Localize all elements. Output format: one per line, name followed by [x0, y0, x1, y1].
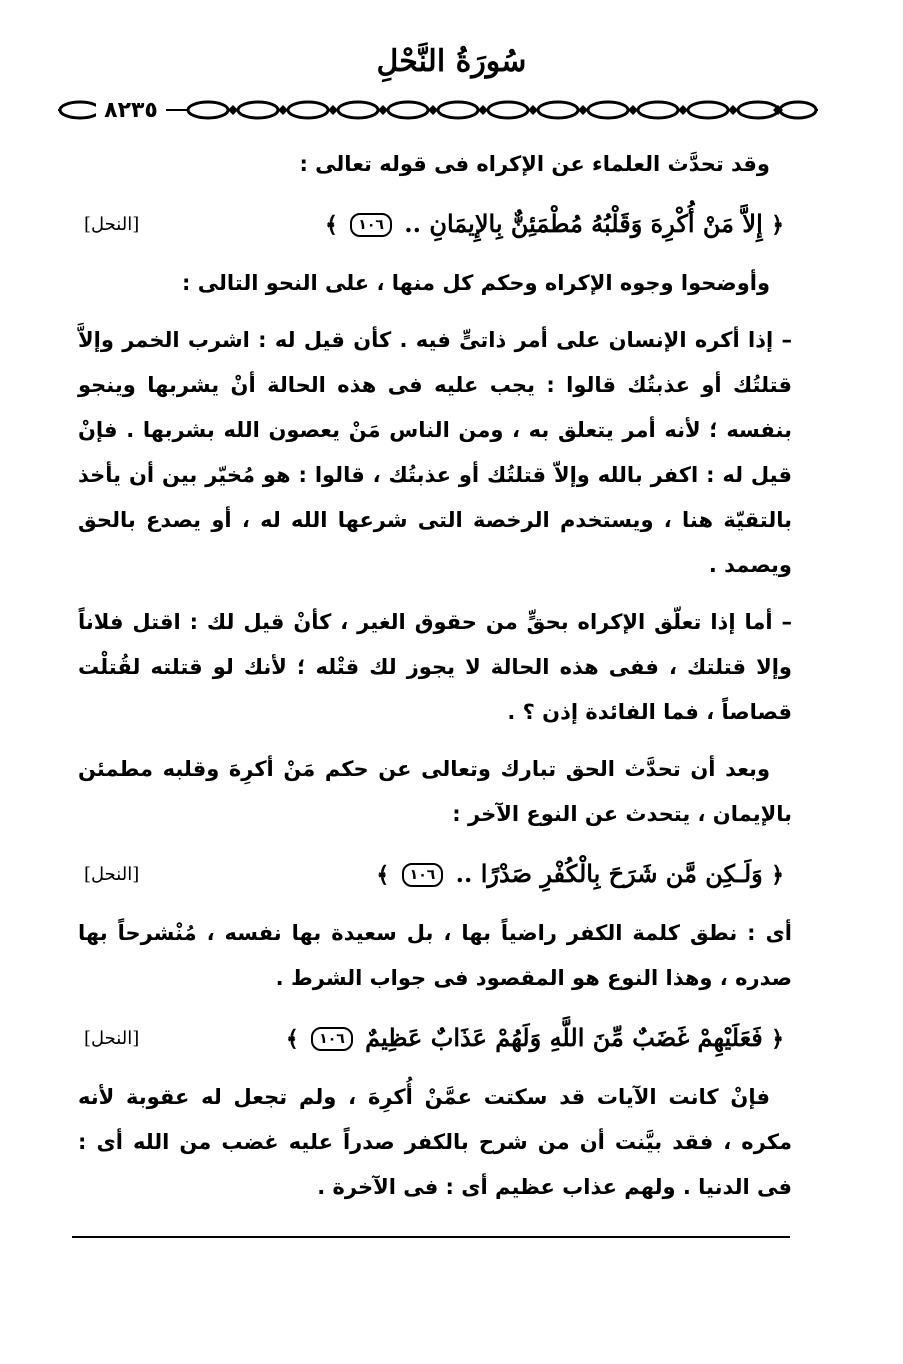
- quran-verse-2: [78, 849, 792, 899]
- verse-open-bracket: ﴿: [771, 1025, 784, 1052]
- paragraph-transition: وبعد أن تحدَّث الحق تبارك وتعالى عن حكم مَنْ أكرِهَ وقلبه مطمئن بالإيمان ، يتحدث عن النوع الآخر :: [78, 757, 792, 826]
- verse-text: [376, 851, 792, 898]
- main-text: [78, 142, 792, 1222]
- surah-reference: [النحل]: [84, 213, 140, 235]
- verse-close-bracket: ﴾: [325, 211, 338, 238]
- verse-open-bracket: ﴿: [771, 861, 784, 888]
- verse-text: [286, 1015, 792, 1062]
- paragraph-meaning: أى : نطق كلمة الكفر راضياً بها ، بل سعيدة بها نفسه ، مُنْشرحاً بها صدره ، وهذا النوع هو المقصود فى جواب الشرط .: [78, 921, 792, 990]
- page-number: ٨٢٣٥: [96, 98, 166, 123]
- paragraph-explanation: وأوضحوا وجوه الإكراه وحكم كل منها ، على النحو التالى :: [182, 271, 770, 295]
- verse-close-bracket: ﴾: [285, 1025, 299, 1052]
- verse-words: وَلَـكِن مَّن شَرَحَ بِالْكُفْرِ صَدْرًا ..: [455, 858, 763, 888]
- paragraph-case-others: – أما إذا تعلّق الإكراه بحقٍّ من حقوق الغير ، كأنْ قيل لك : اقتل فلاناً وإلا قتلتك ، ففى هذه الحالة لا يجوز لك قتْله ؛ لأنك لو قتلته لقُتلْت قصاصاً ، فما الفائدة إذن ؟ .: [78, 600, 792, 735]
- surah-reference: [النحل]: [84, 863, 140, 885]
- verse-close-bracket: ﴾: [376, 861, 390, 888]
- paragraph-intro: وقد تحدَّث العلماء عن الإكراه فى قوله تعالى :: [299, 152, 770, 176]
- surah-title: سُورَةُ النَّحْلِ: [376, 44, 527, 79]
- paragraph-case-personal: – إذا أكره الإنسان على أمر ذاتىٍّ فيه . كأن قيل له : اشرب الخمر وإلاَّ قتلتُك أو عذبتُك قالوا : يجب عليه فى هذه الحالة أنْ يشربها وينجو بنفسه ؛ لأنه أمر يتعلق به ، ومن الناس مَنْ يعصون الله بشربها . فإنْ قيل له : اكفر بالله وإلاّ قتلتُك أو عذبتُك ، قالوا : هو مُخيّر بين أن يأخذ بالتقيّة هنا ، ويستخدم الرخصة التى شرعها الله له ، أو يصدع بالحق ويصمد .: [78, 318, 792, 588]
- verse-words: فَعَلَيْهِمْ غَضَبٌ مِّنَ اللَّهِ وَلَهُمْ عَذَابٌ عَظِيمٌ: [365, 1022, 763, 1052]
- quran-verse-1: [78, 199, 792, 249]
- ayah-number: ١٠٦: [311, 1027, 353, 1051]
- verse-words: إِلاَّ مَنْ أُكْرِهَ وَقَلْبُهُ مُطْمَئِنٌّ بِالإِيمَانِ ..: [404, 208, 763, 238]
- verse-text: [325, 201, 792, 248]
- verse-open-bracket: ﴿: [771, 211, 784, 238]
- surah-reference: [النحل]: [84, 1027, 140, 1049]
- ayah-number: ١٠٦: [350, 213, 392, 237]
- paragraph-conclusion: فإنْ كانت الآيات قد سكتت عمَّنْ أُكرِهَ ، ولم تجعل له عقوبة لأنه مكره ، فقد بيَّنت أن من شرح بالكفر صدراً عليه غضب من الله أى : فى الدنيا . ولهم عذاب عظيم أى : فى الآخرة .: [78, 1085, 792, 1199]
- quran-verse-3: [78, 1013, 792, 1063]
- ayah-number: ١٠٦: [402, 863, 444, 887]
- footer-divider: [72, 1236, 790, 1238]
- decorative-border-ornament: [58, 96, 818, 124]
